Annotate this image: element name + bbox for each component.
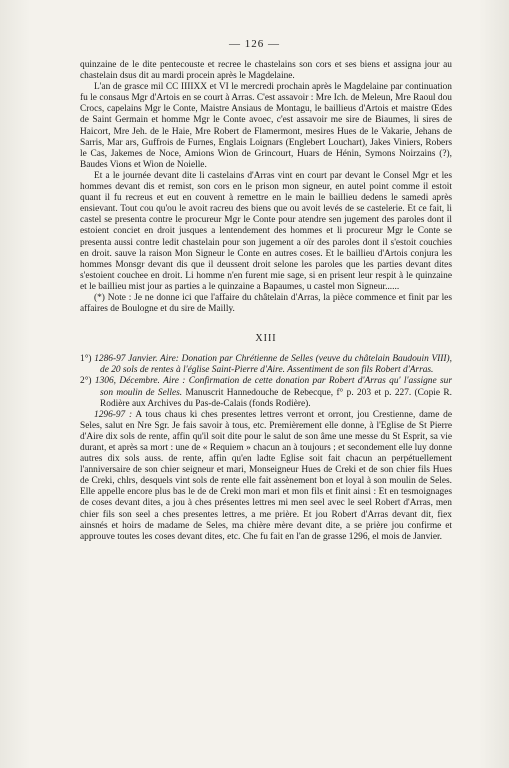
paragraph-continuation: quinzaine de le dite pentecouste et recree le chastelains son cors et ses biens et assigna jour au chastelain dsus dit au mardi procein après le Magdelaine. bbox=[80, 60, 452, 82]
regest-text: 1286-97 Janvier. Aire: Donation par Chrétienne de Selles (veuve du châtelain Baudouin VIII), de 20 sols de rentes à l'église Saint-Pierre d'Aire. Assentiment de son fils Robert d'Arras. bbox=[94, 354, 452, 376]
paragraph-castellan-judgment: Et a le journée devant dite li castelains d'Arras vint en court par devant le Consel Mgr et les hommes devant dis et remist, son cors en le prison mon signeur, en autel point comme il estoit quant il fu recreus et eut en couvent à remettre en le main le baillieu dedens le samedi après ensievant. Tout cou qu'ou le avoit racreu des biens que ou avoit levés de se castelerie. Et ce fait, li castel se presenta contre le procureur Mgr le Conte pour atendre sen jugement des paroles dont il estoient conciet en droit jusques a lentendement des hommes et li procureur Mgr le Conte se presenta aussi contre ledit chastelain pour son jugement a oïr des paroles dont il s'estoit couchies en droit. sauve la raison Mon Signeur le Conte en autres coses. Et le baillieu d'Artois conjura les hommes Monsgr devant dis que il deussent droit selone les paroles que les parties devant dites s'estoient couchee en droit. Li homme n'en furent mie sage, si en prisent leur respit à le quinzaine et le baillieu mist jour as parties a le quinzaine a Bapaumes, u castel mon Signeur...... bbox=[80, 170, 452, 292]
page-body bbox=[80, 60, 452, 543]
regest-number: 1°) bbox=[80, 354, 92, 365]
regest-item bbox=[80, 376, 452, 409]
paragraph-council-session: L'an de grasce mil CC IIIIXX et VI le mercredi prochain après le Magdelaine par continuation fu le consaus Mgr d'Artois en se court à Arras. C'est assavoir : Mre Ich. de Meleun, Mre Raoul dou Crocs, capelains Mgr le Conte, Maistre Ansiaus de Montagu, le baillieus d'Artois et maistre Œdes de Saint Germain et homme Mgr le Conte avoec, c'est assavoir me sire de Biaumes, li sires de Haicort, Mre Jeh. de le Haie, Mre Robert de Flamermont, mesires Hues de le Vakarie, Jehans de Sarris, Mar ars, Guffrois de Furnes, Englais Loignars (Englebert Louchart), Jakes Viniers, Robers le Cas, Jakemes de Noce, Amions Wion de Grincourt, Huars de Hénin, Symons Noirzains (?), Baudes Vions et Wion de Noielle. bbox=[80, 82, 452, 170]
regest-number: 2°) bbox=[80, 376, 92, 387]
charter-text bbox=[80, 410, 452, 543]
editor-note bbox=[80, 293, 452, 315]
note-text: Je ne donne ici que l'affaire du châtelain d'Arras, la pièce commence et finit par les affaires de Boulogne et du sire de Mailly. bbox=[80, 292, 452, 315]
charter-body: A tous chaus ki ches presentes lettres verront et orront, jou Crestienne, dame de Seles, salut en Nre Sgr. Je fais savoir à tous, etc. Premièrement elle donne, à l'Eglise de St Pierre d'Aire dix sols de rente, affin qu'il soit dite pour le salut de son âme une messe du St Esprit, sa vie durant, et après sa mort : une de « Requiem » chacun an à toujours ; et secondement elle luy donne autres dix sols auss. de rente, affin qu'en ladte Eglise soit fait chacun an perpétuellement l'anniversaire de son chier seigneur et mari, Monseigneur Hues de Creki et de son chier fils Hues de Creki, chlrs, desquels vint sols de rente elle fait assènement bon et loyal à son moulin de Seles. Elle appelle encore plus bas le de de Creki mon mari et mon fils et finit ainsi : Et en tesmoignages de coses devant dites, a jou à ches présentes lettres mi men seel avec le seel Robert d'Arras, men chier fils son seel a ches presentes lettres, a me prière. Et jou Robert d'Arras devant dit, fiex ainsnés et hoirs de madame de Seles, ma chière mère devant dite, a se prière jou confirme et approuve toutes les coses devant dites, etc. Che fu fait en l'an de grasse 1296, el mois de Janvier. bbox=[80, 409, 452, 542]
section-heading: XIII bbox=[255, 333, 277, 345]
note-label: (*) Note : bbox=[94, 292, 132, 303]
charter-date: 1296-97 : bbox=[94, 409, 133, 420]
page-number: — 126 — bbox=[229, 38, 280, 50]
regest-source: Manuscrit Hannedouche de Rebecque, f° p. 203 et p. 227. (Copie R. Rodière aux Archives du Pas-de-Calais (fonds Rodière). bbox=[100, 387, 452, 409]
regest-item bbox=[80, 354, 452, 376]
regest-text: 1306, Décembre. Aire : Confirmation de cette donation par Robert d'Arras qu' l'assigne sur son moulin de Selles. bbox=[94, 376, 452, 398]
